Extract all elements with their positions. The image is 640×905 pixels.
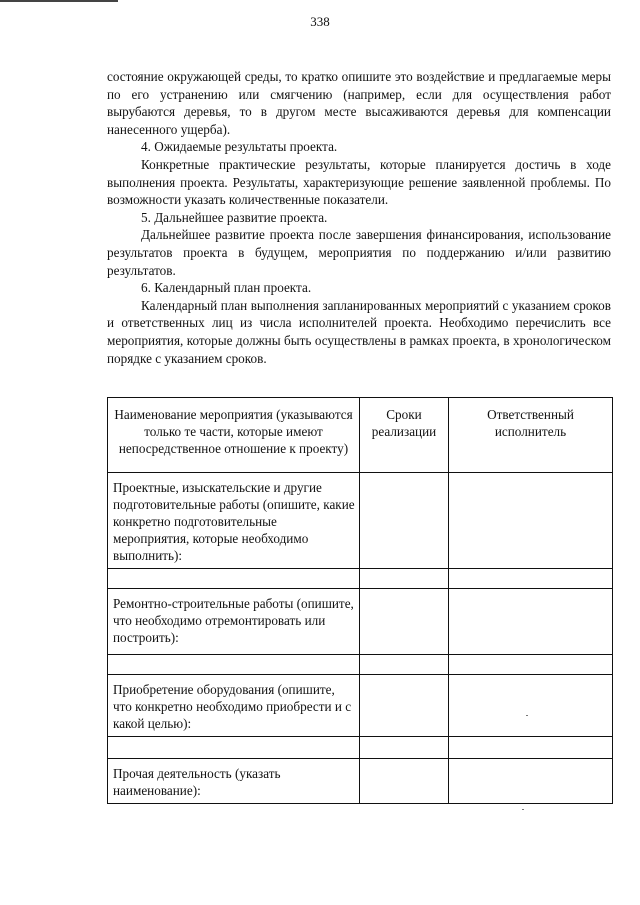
table-cell [108,655,360,675]
header-activity-name: Наименование мероприятия (указываются только те части, которые имеют непосредственное отношение к проекту) [108,398,360,473]
table-cell [449,675,613,737]
table-cell [360,655,449,675]
calendar-plan-table [107,397,613,804]
scan-speck [526,715,528,716]
paragraph-expected-results: Конкретные практические результаты, которые планируется достичь в ходе выполнения проекта. Результаты, характеризующие решение заявленной проблемы. По возможности указать количественные показатели. [107,156,611,208]
activity-preparatory-works: Проектные, изыскательские и другие подготовительные работы (опишите, какие конкретно подготовительные мероприятия, которые необходимо выполнить): [108,473,360,569]
table-row [108,737,613,759]
table-row [108,569,613,589]
table-row [108,675,613,737]
table-cell [360,759,449,804]
header-deadlines: Сроки реализации [360,398,449,473]
header-responsible: Ответственный исполнитель [449,398,613,473]
table-cell [360,675,449,737]
scan-edge-line [0,0,118,2]
table-cell [449,473,613,569]
paragraph-calendar-plan: Календарный план выполнения запланированных мероприятий с указанием сроков и ответственных лиц из числа исполнителей проекта. Необходимо перечислить все мероприятия, которые должны быть осуществлены в рамках проекта, в хронологическом порядке с указанием сроков. [107,297,611,366]
activity-construction-works: Ремонтно-строительные работы (опишите, что необходимо отремонтировать или построить): [108,589,360,655]
table-header-row [108,398,613,473]
table-cell [108,737,360,759]
paragraph-further-development: Дальнейшее развитие проекта после завершения финансирования, использование результатов проекта в будущем, мероприятия по поддержанию и/или развитию результатов. [107,227,611,278]
table-row [108,759,613,804]
heading-expected-results: 4. Ожидаемые результаты проекта. [141,139,338,155]
table-cell [449,589,613,655]
table-cell [360,569,449,589]
table-cell [360,589,449,655]
scan-speck [522,809,524,810]
table-cell [108,569,360,589]
table-cell [360,473,449,569]
document-body [107,68,611,367]
table-cell [449,569,613,589]
table-row [108,655,613,675]
table-cell [449,759,613,804]
page-number: 338 [310,14,330,29]
activity-other: Прочая деятельность (указать наименование): [108,759,360,804]
activity-equipment-purchase: Приобретение оборудования (опишите, что конкретно необходимо приобрести и с какой целью): [108,675,360,737]
heading-calendar-plan: 6. Календарный план проекта. [141,280,312,296]
table-cell [449,737,613,759]
paragraph-environment: состояние окружающей среды, то кратко опишите это воздействие и предлагаемые меры по его устранению или смягчению (например, если для осуществления работ вырубаются деревья, то в другом месте высаживаются деревья для компенсации нанесенного ущерба). [107,69,611,137]
table-cell [360,737,449,759]
table-cell [449,655,613,675]
heading-further-development: 5. Дальнейшее развитие проекта. [141,209,328,225]
table-row [108,473,613,569]
table-row [108,589,613,655]
